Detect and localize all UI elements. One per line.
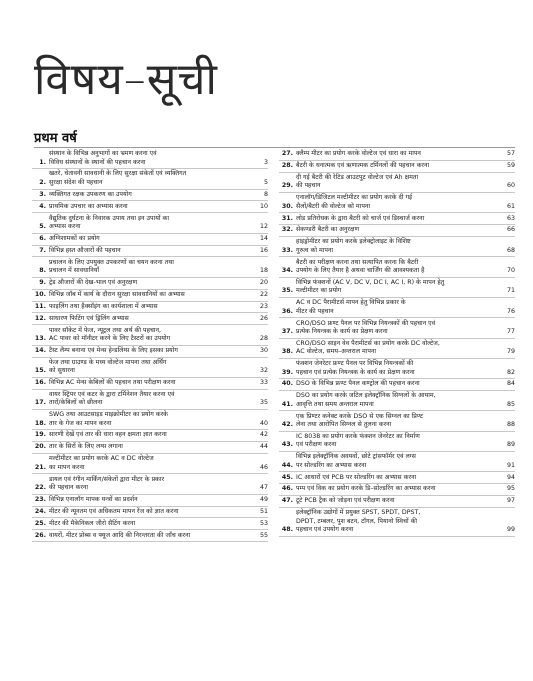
entry-line: क्लैम्प मीटर का प्रयोग करके वोल्टेज एवं धारा का मापन (296, 150, 421, 158)
entry-text (49, 150, 254, 167)
entry-text (49, 347, 254, 355)
toc-entry (279, 213, 515, 225)
entry-text (296, 485, 501, 493)
entry-number: 20. (34, 443, 46, 451)
entry-text (296, 340, 501, 357)
entry-text (49, 520, 254, 528)
entry-line: विविध संस्थानों के स्थानों की पहचान करना (49, 158, 146, 166)
entry-number: 17. (34, 399, 46, 407)
entry-number: 34. (281, 267, 293, 275)
toc-entry (279, 359, 515, 379)
toc-entry (32, 390, 268, 410)
entry-number: 7. (39, 246, 46, 254)
toc-entry (32, 302, 268, 314)
entry-line: IC आधारों एवं PCB पर सोल्डरिंग का अभ्यास करना (296, 473, 417, 481)
entry-page-number: 20 (259, 278, 268, 286)
entry-text (49, 532, 254, 540)
section-heading: प्रथम वर्ष (34, 131, 77, 146)
entry-line: आवृत्ति तथा समय अन्तराल मापना (296, 400, 374, 408)
toc-entry (32, 346, 268, 358)
entry-page-number: 97 (506, 497, 515, 505)
toc-entry (32, 201, 268, 213)
entry-number: 14. (34, 346, 46, 354)
entry-number: 32. (281, 226, 293, 234)
entry-line: ट्रेड औजारों की देख-भाल एवं अनुरक्षण (49, 278, 137, 286)
toc-entry (32, 454, 268, 474)
toc-entry (279, 452, 515, 472)
entry-number: 9. (39, 278, 46, 286)
entry-line: की पहचान करना (49, 483, 89, 491)
entry-number: 43. (281, 441, 293, 449)
entry-page-number: 55 (259, 531, 268, 539)
entry-page-number: 30 (259, 346, 268, 354)
entry-text (296, 162, 501, 170)
entry-line: विभिन्न जॉब में कार्य के दौरान सुरक्षा सावधानियों का अभ्यास (49, 290, 185, 298)
entry-number: 26. (34, 531, 46, 539)
entry-number: 28. (281, 162, 293, 170)
entry-page-number: 51 (259, 507, 268, 515)
entry-text (49, 315, 254, 323)
toc-entry (279, 298, 515, 318)
entry-text (296, 194, 501, 211)
entry-line: मीटर की न्यूनतम एवं अधिकतम मापन रेंज को ज्ञात करना (49, 507, 179, 515)
entry-text (49, 327, 254, 344)
entry-line: प्राथमिक उपचार का अभ्यास करना (49, 202, 128, 210)
toc-entry (279, 339, 515, 359)
entry-number: 31. (281, 214, 293, 222)
entry-number: 27. (281, 150, 293, 158)
entry-number: 44. (281, 461, 293, 469)
entry-line: विभिन्न हस्त औजारों की पहचान (49, 246, 121, 254)
entry-page-number: 89 (506, 441, 515, 449)
entry-line: फाइलिंग तथा हैक्सॉइंग का कार्यशाला में अभ्यास (49, 302, 158, 310)
entry-page-number: 14 (259, 234, 268, 242)
toc-entry (279, 161, 515, 173)
toc-entry (279, 496, 515, 508)
entry-text (49, 291, 254, 299)
entry-line: प्रत्येक नियन्त्रक के कार्य का प्रेक्षण करना (296, 327, 388, 335)
entry-text (49, 443, 254, 451)
entry-line: सुरक्षा संदेश की पहचान (49, 178, 103, 186)
entry-number: 42. (281, 421, 293, 429)
entry-line: टैस्ट लैम्प बनाना एवं मेन्स हेन्डलिंग्स के लिए इसका प्रयोग (49, 346, 178, 354)
toc-entry (279, 379, 515, 391)
entry-line: पहचान एवं उपयोग करना (296, 525, 354, 533)
entry-line: पहचान एवं प्रत्येक नियन्त्रक के कार्य का प्रेक्षण करना (296, 368, 415, 376)
entry-text (296, 226, 501, 234)
entry-text (296, 413, 501, 430)
section-divider (34, 147, 515, 148)
entry-page-number: 5 (263, 178, 268, 186)
entry-line: तार के सिरों के लिए लग्स लगाना (49, 443, 123, 451)
toc-entry (32, 313, 268, 325)
entry-line: वायरों, मीटर प्रोब्स व फ्यूज आदि की निरन्तरता की जाँच करना (49, 531, 191, 539)
entry-number: 29. (281, 182, 293, 190)
entry-page-number: 71 (506, 287, 515, 295)
toc-entry (32, 410, 268, 430)
entry-line: DSO का प्रयोग करके जटिल इलेक्ट्रॉनिक सिग्नलों के आयाम, (296, 392, 436, 400)
toc-entry (32, 190, 268, 202)
entry-number: 24. (34, 507, 46, 515)
entry-line: टूटे PCB ट्रैक को जोड़ना एवं परीक्षण करना (296, 497, 395, 505)
entry-page-number: 28 (259, 334, 268, 342)
entry-line: तार के गेज का मापन करना (49, 419, 112, 427)
entry-number: 35. (281, 287, 293, 295)
entry-text (296, 150, 501, 158)
toc-column-right (279, 149, 515, 537)
entry-text (296, 474, 501, 482)
entry-number: 25. (34, 519, 46, 527)
entry-line: वैद्युतिक दुर्घटना के निवारक उपाय तथा इन उपायों का (49, 214, 169, 222)
entry-line: DPDT, टम्बलर, पुश बटन, टॉगल, पियानो स्विचों की (296, 517, 418, 525)
toc-entry (32, 495, 268, 507)
entry-number: 19. (34, 431, 46, 439)
toc-entry (279, 472, 515, 484)
toc-entry (32, 257, 268, 277)
entry-page-number: 94 (506, 473, 515, 481)
entry-page-number: 49 (259, 495, 268, 503)
entry-line: फेज तथा ग्राउण्ड के मध्य वोल्टेज मापना तथा अर्थिंग (49, 358, 167, 366)
entry-line: प्रचालन के लिए उपयुक्त उपकरणों का चयन करना तथा (49, 258, 174, 266)
entry-page-number: 32 (259, 367, 268, 375)
entry-page-number: 77 (506, 327, 515, 335)
entry-number: 10. (34, 290, 46, 298)
entry-text (296, 392, 501, 409)
toc-entry (279, 225, 515, 237)
entry-page-number: 44 (259, 443, 268, 451)
entry-page-number: 70 (506, 267, 515, 275)
toc-entry (279, 237, 515, 257)
entry-line: एनालॉग/डिजिटल मल्टीमीटर का प्रयोग करके दी गई (296, 194, 413, 202)
entry-text (296, 215, 501, 223)
entry-line: मल्टीमीटर का प्रयोग करके AC व DC वोल्टेज (49, 455, 154, 463)
toc-entry (32, 246, 268, 258)
entry-page-number: 63 (506, 214, 515, 222)
entry-number: 18. (34, 419, 46, 427)
entry-number: 21. (34, 463, 46, 471)
entry-line: का मापन करना (49, 463, 85, 471)
entry-number: 12. (34, 314, 46, 322)
entry-line: DSO के विभिन्न फ्रण्ट पैनल कण्ट्रोल की पहचान करना (296, 380, 420, 388)
entry-line: संस्थान के विभिन्न अनुभागों का भ्रमण करना एवं (49, 150, 157, 158)
entry-line: सारणी देखें एवं तार की धारा वहन क्षमता ज्ञात करना (49, 431, 167, 439)
entry-line: CRO/DSO फ्रण्ट पैनल पर विभिन्न नियन्त्रकों की पहचान एवं (296, 319, 436, 327)
entry-number: 41. (281, 400, 293, 408)
entry-text (49, 391, 254, 408)
toc-entry (279, 278, 515, 298)
entry-line: एवं परीक्षण करना (296, 441, 337, 449)
entry-page-number: 10 (259, 202, 268, 210)
entry-text (296, 497, 501, 505)
entry-number: 3. (39, 190, 46, 198)
entry-line: विभिन्न AC मेन्स केबिलों की पहचान तथा परीक्षण करना (49, 378, 176, 386)
entry-page-number: 18 (259, 267, 268, 275)
entry-number: 5. (39, 222, 46, 230)
entry-line: फंक्शन जेनरेटर फ्रण्ट पैनल पर विभिन्न नियन्त्रकों की (296, 360, 414, 368)
entry-page-number: 84 (506, 380, 515, 388)
entry-number: 39. (281, 368, 293, 376)
toc-entry (32, 530, 268, 542)
entry-line: AC वोल्टेज, समय–अन्तराल मापना (296, 348, 377, 356)
toc-entry (279, 193, 515, 213)
entry-page-number: 57 (506, 150, 515, 158)
entry-number: 23. (34, 495, 46, 503)
toc-entry (32, 507, 268, 519)
entry-line: हाइड्रोमीटर का प्रयोग करके इलेक्ट्रोलाइट के विशिष्ट (296, 238, 411, 246)
entry-line: बैटरी का परीक्षण करना तथा सत्यापित करना कि बैटरी (296, 258, 419, 266)
entry-text (296, 380, 501, 388)
entry-text (49, 411, 254, 428)
entry-page-number: 68 (506, 246, 515, 254)
entry-line: एक प्रिण्टर कनेक्ट करके DSO से एक सिग्नल का प्रिण्ट (296, 412, 423, 420)
entry-text (296, 259, 501, 276)
page-title: विषय–सूची (34, 54, 218, 105)
entry-text (49, 247, 254, 255)
entry-text (296, 299, 501, 316)
entry-line: AC पावर को मॉनीटर करने के लिए टैस्टरों का उपयोग (49, 334, 171, 342)
entry-line: CRO/DSO साइन वेव पैरामीटर्स का प्रयोग करके DC वोल्टेज, (296, 339, 440, 347)
entry-number: 48. (281, 525, 293, 533)
entry-page-number: 42 (259, 431, 268, 439)
entry-line: गुरुत्व को मापना (296, 246, 334, 254)
entry-line: लोड प्रतिरोधक के द्वारा बैटरी को चार्ज एवं डिस्चार्ज करना (296, 214, 425, 222)
toc-entry (32, 474, 268, 494)
entry-text (296, 509, 501, 534)
entry-page-number: 60 (506, 182, 515, 190)
entry-page-number: 79 (506, 348, 515, 356)
entry-page-number: 46 (259, 463, 268, 471)
entry-line: विभिन्न फंक्शनों (AC V, DC V, DC I, AC I, R) के मापन हेतु (296, 278, 445, 286)
toc-entry (279, 508, 515, 537)
entry-page-number: 95 (506, 485, 515, 493)
entry-line: व्यक्तिगत रक्षक उपकरण का उपयोग (49, 190, 132, 198)
entry-number: 15. (34, 367, 46, 375)
entry-line: SWG तथा आउटसाइड माइक्रोमीटर का प्रयोग करके (49, 411, 168, 419)
entry-page-number: 3 (263, 158, 268, 166)
entry-text (49, 259, 254, 276)
entry-text (49, 235, 254, 243)
toc-entry (32, 290, 268, 302)
entry-number: 47. (281, 497, 293, 505)
entry-line: AC व DC पैरामीटर्स मापन हेतु विभिन्न प्रकार के (296, 299, 406, 307)
entry-number: 6. (39, 234, 46, 242)
entry-number: 30. (281, 202, 293, 210)
toc-column-left (32, 149, 268, 542)
toc-entry (279, 391, 515, 411)
entry-page-number: 47 (259, 483, 268, 491)
entry-text (49, 170, 254, 187)
entry-number: 8. (39, 267, 46, 275)
entry-text (296, 238, 501, 255)
entry-page-number: 22 (259, 290, 268, 298)
entry-line: दी गई बैटरी की रेटिड आउटपुट वोल्टेज एवं Ah क्षमता (296, 173, 419, 181)
toc-entry (32, 278, 268, 290)
entry-line: मीटर की पहचान (296, 307, 334, 315)
entry-line: सैलों/बैटरी की वोल्टेज को मापना (296, 202, 371, 210)
toc-entry (32, 149, 268, 169)
entry-line: इलेक्ट्रॉनिक उद्योगों में प्रयुक्त SPST, SPDT, DPST, (296, 509, 421, 517)
entry-text (49, 476, 254, 493)
entry-page-number: 85 (506, 400, 515, 408)
entry-page-number: 12 (259, 222, 268, 230)
entry-number: 40. (281, 380, 293, 388)
entry-page-number: 53 (259, 519, 268, 527)
toc-entry (279, 318, 515, 338)
toc-entry (32, 378, 268, 390)
entry-text (49, 431, 254, 439)
toc-entry (279, 411, 515, 431)
entry-line: डायल एवं रंगीन मार्किंग/संकेतों द्वारा मीटर के प्रकार (49, 475, 165, 483)
entry-text (296, 174, 501, 191)
entry-text (49, 279, 254, 287)
entry-line: पम्प एवं विक का प्रयोग करके डि–सोल्डरिंग का अभ्यास करना (296, 485, 436, 493)
entry-page-number: 59 (506, 162, 515, 170)
entry-number: 16. (34, 378, 46, 386)
entry-text (49, 215, 254, 232)
entry-page-number: 8 (263, 190, 268, 198)
entry-page-number: 88 (506, 421, 515, 429)
toc-entry (32, 213, 268, 233)
toc-entry (32, 169, 268, 189)
entry-number: 36. (281, 307, 293, 315)
toc-entry (279, 149, 515, 161)
entry-page-number: 61 (506, 202, 515, 210)
entry-line: वायर स्ट्रिपर एवं कटर के द्वारा टर्मिनेशन तैयार करना एवं (49, 390, 175, 398)
entry-number: 2. (39, 178, 46, 186)
entry-text (49, 508, 254, 516)
entry-line: पावर सॉकेट में फेज, न्यूट्रल तथा अर्थ की पहचान, (49, 326, 162, 334)
entry-text (296, 453, 501, 470)
entry-text (49, 203, 254, 211)
entry-text (49, 455, 254, 472)
entry-line: अग्निशामकों का प्रयोग (49, 234, 100, 242)
entry-text (49, 359, 254, 376)
entry-page-number: 26 (259, 314, 268, 322)
entry-page-number: 40 (259, 419, 268, 427)
entry-page-number: 76 (506, 307, 515, 315)
entry-number: 4. (39, 202, 46, 210)
entry-page-number: 91 (506, 461, 515, 469)
entry-number: 45. (281, 473, 293, 481)
entry-line: सेकण्डरी बैटरी का अनुरक्षण (296, 226, 360, 234)
entry-page-number: 16 (259, 246, 268, 254)
entry-line: मल्टीमीटर का प्रयोग (296, 287, 342, 295)
toc-entry (279, 484, 515, 496)
entry-line: तारों/केबिलों को छीलना (49, 399, 103, 407)
entry-number: 11. (34, 302, 46, 310)
entry-line: मीटर की मैकेनिकल जीरो सैटिंग करना (49, 519, 136, 527)
entry-page-number: 35 (259, 399, 268, 407)
entry-text (296, 433, 501, 450)
entry-line: IC 8038 का प्रयोग करके फंक्शन जेनरेटर का निर्माण (296, 432, 420, 440)
toc-entry (32, 430, 268, 442)
entry-line: उपयोग के लिए तैयार है अथवा चार्जिंग की आवश्यकता है (296, 267, 425, 275)
entry-number: 46. (281, 485, 293, 493)
toc-entry (32, 234, 268, 246)
entry-line: खतरे, चेतावनी सावधानी के लिए सुरक्षा संकेतों एवं व्यक्तिगत (49, 170, 187, 178)
entry-line: बैटरी के धनात्मक एवं ऋणात्मक टर्मिनलों की पहचान करना (296, 162, 430, 170)
entry-number: 33. (281, 246, 293, 254)
entry-text (296, 320, 501, 337)
entry-line: की पहचान (296, 182, 321, 190)
entry-page-number: 33 (259, 378, 268, 386)
entry-text (49, 303, 254, 311)
entry-line: विभिन्न इलेक्ट्रॉनिक अवयवों, छोटे ट्रांसफॉर्मर एवं लग्स (296, 453, 416, 461)
toc-entry (279, 257, 515, 277)
entry-page-number: 66 (506, 226, 515, 234)
entry-number: 13. (34, 334, 46, 342)
toc-entry (32, 442, 268, 454)
entry-text (49, 496, 254, 504)
entry-page-number: 23 (259, 302, 268, 310)
entry-number: 1. (39, 158, 46, 166)
toc-entry (32, 358, 268, 378)
entry-text (49, 191, 254, 199)
toc-entry (279, 173, 515, 193)
entry-text (296, 360, 501, 377)
toc-entry (32, 325, 268, 345)
entry-line: विभिन्न एनालॉग मापक यन्त्रों का प्रदर्शन (49, 495, 138, 503)
toc-entry (32, 518, 268, 530)
entry-line: को सुधारना (49, 367, 75, 375)
entry-number: 38. (281, 348, 293, 356)
entry-line: साधारण फिटिंग एवं ड्रिलिंग अभ्यास (49, 314, 129, 322)
entry-line: प्रचालन में सावधानियाँ (49, 267, 100, 275)
entry-text (49, 379, 254, 387)
entry-text (296, 279, 501, 296)
entry-line: लेना तथा आरोपित सिग्नल से तुलना करना (296, 421, 392, 429)
entry-line: अभ्यास करना (49, 222, 81, 230)
entry-page-number: 99 (506, 525, 515, 533)
entry-number: 37. (281, 327, 293, 335)
toc-entry (279, 432, 515, 452)
entry-line: पर सोल्डरिंग का अभ्यास करना (296, 461, 367, 469)
entry-page-number: 82 (506, 368, 515, 376)
entry-number: 22. (34, 483, 46, 491)
